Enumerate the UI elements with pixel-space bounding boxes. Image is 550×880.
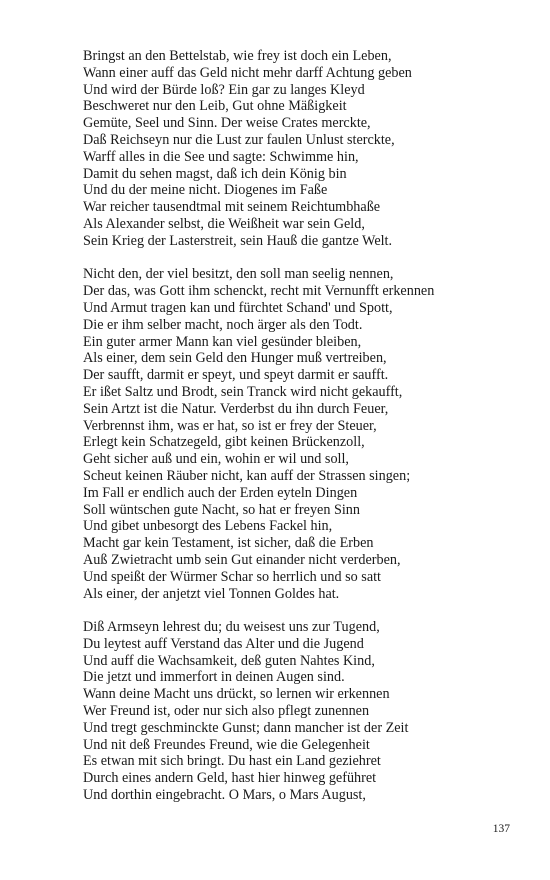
stanza-2 bbox=[83, 266, 523, 602]
poem-line: Erlegt kein Schatzegeld, gibt keinen Brückenzoll, bbox=[83, 434, 365, 451]
page-number: 137 bbox=[492, 823, 510, 835]
poem-line: Nicht den, der viel besitzt, den soll man seelig nennen, bbox=[83, 266, 394, 283]
poem-line: Sein Krieg der Lasterstreit, sein Hauß die gantze Welt. bbox=[83, 232, 393, 249]
poem-line: Und Armut tragen kan und fürchtet Schand' und Spott, bbox=[83, 299, 393, 316]
poem-line: Soll wüntschen gute Nacht, so hat er freyen Sinn bbox=[83, 501, 360, 518]
poem-line: Wann einer auff das Geld nicht mehr darff Achtung geben bbox=[83, 64, 412, 81]
poem-line: Durch eines andern Geld, hast hier hinweg geführet bbox=[83, 770, 377, 787]
poem-line: Damit du sehen magst, daß ich dein König bin bbox=[83, 165, 347, 182]
poem-line: Macht gar kein Testament, ist sicher, daß die Erben bbox=[83, 535, 374, 552]
poem-line: Gemüte, Seel und Sinn. Der weise Crates merckte, bbox=[83, 115, 371, 132]
poem-line: Sein Artzt ist die Natur. Verderbst du ihn durch Feuer, bbox=[83, 400, 389, 417]
poem-line: Als Alexander selbst, die Weißheit war sein Geld, bbox=[83, 215, 365, 232]
poem-line: Es etwan mit sich bringt. Du hast ein Land geziehret bbox=[83, 753, 381, 770]
poem-line: Als einer, der anjetzt viel Tonnen Goldes hat. bbox=[83, 585, 340, 602]
poem-line: Die jetzt und immerfort in deinen Augen sind. bbox=[83, 669, 345, 686]
stanza-1 bbox=[83, 48, 523, 250]
poem-line: Und dorthin eingebracht. O Mars, o Mars August, bbox=[83, 787, 366, 804]
poem-line: Ein guter armer Mann kan viel gesünder bleiben, bbox=[83, 333, 362, 350]
poem-line: Und nit deß Freundes Freund, wie die Gelegenheit bbox=[83, 736, 370, 753]
poem-text bbox=[83, 48, 523, 821]
poem-line: Auß Zwietracht umb sein Gut einander nicht verderben, bbox=[83, 551, 401, 568]
poem-line: Daß Reichseyn nur die Lust zur faulen Unlust sterckte, bbox=[83, 131, 395, 148]
poem-line: Diß Armseyn lehrest du; du weisest uns zur Tugend, bbox=[83, 619, 380, 636]
poem-line: Die er ihm selber macht, noch ärger als den Todt. bbox=[83, 316, 363, 333]
poem-line: War reicher tausendtmal mit seinem Reichtumbhaße bbox=[83, 199, 381, 216]
poem-line: Und tregt geschminckte Gunst; dann mancher ist der Zeit bbox=[83, 719, 409, 736]
poem-line: Bringst an den Bettelstab, wie frey ist doch ein Leben, bbox=[83, 48, 392, 64]
poem-line: Und wird der Bürde loß? Ein gar zu langes Kleyd bbox=[83, 81, 365, 98]
poem-line: Du leytest auff Verstand das Alter und die Jugend bbox=[83, 635, 364, 652]
poem-line: Der das, was Gott ihm schenckt, recht mit Vernunfft erkennen bbox=[83, 283, 435, 300]
poem-line: Und gibet unbesorgt des Lebens Fackel hin, bbox=[83, 518, 333, 535]
poem-line: Wer Freund ist, oder nur sich also pflegt zunennen bbox=[83, 703, 370, 720]
poem-line: Warff alles in die See und sagte: Schwimme hin, bbox=[83, 148, 359, 165]
poem-line: Und du der meine nicht. Diogenes im Faße bbox=[83, 182, 328, 199]
poem-line: Als einer, dem sein Geld den Hunger muß vertreiben, bbox=[83, 350, 387, 367]
poem-line: Im Fall er endlich auch der Erden eyteln Dingen bbox=[83, 484, 358, 501]
poem-line: Wann deine Macht uns drückt, so lernen wir erkennen bbox=[83, 686, 390, 703]
poem-line: Und speißt der Würmer Schar so herrlich und so satt bbox=[83, 568, 381, 585]
poem-line: Und auff die Wachsamkeit, deß guten Nahtes Kind, bbox=[83, 652, 375, 669]
poem-line: Scheut keinen Räuber nicht, kan auff der Strassen singen; bbox=[83, 467, 411, 484]
poem-line: Verbrennst ihm, was er hat, so ist er frey der Steuer, bbox=[83, 417, 377, 434]
poem-line: Geht sicher auß und ein, wohin er wil und soll, bbox=[83, 451, 349, 468]
poem-line: Beschweret nur den Leib, Gut ohne Mäßigkeit bbox=[83, 98, 347, 115]
poem-line: Er ißet Saltz und Brodt, sein Tranck wird nicht gekaufft, bbox=[83, 383, 403, 400]
stanza-3 bbox=[83, 619, 523, 804]
poem-line: Der saufft, darmit er speyt, und speyt darmit er saufft. bbox=[83, 367, 389, 384]
